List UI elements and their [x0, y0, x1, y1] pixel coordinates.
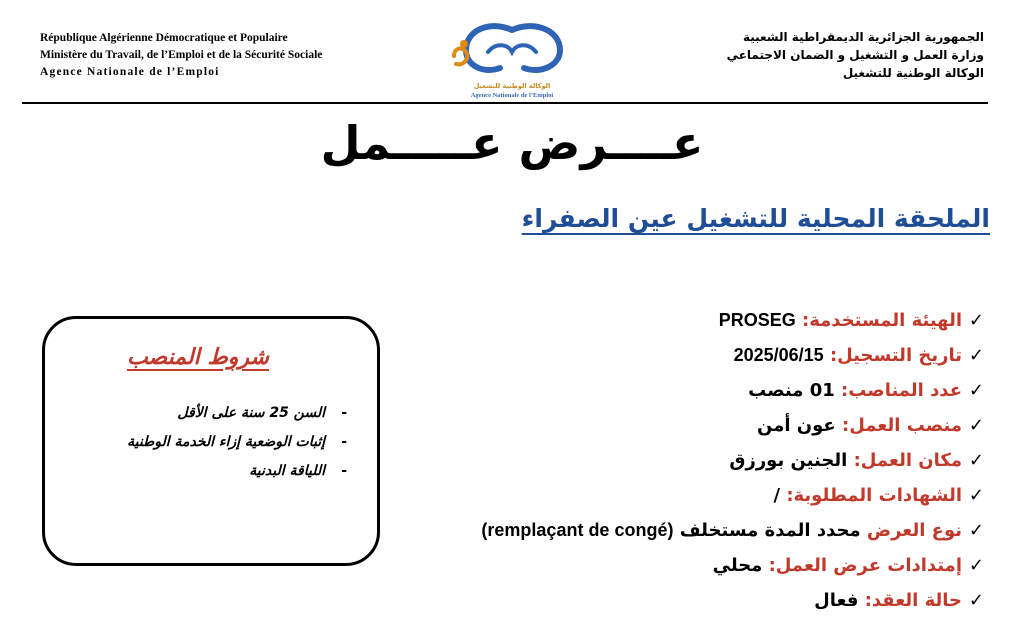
detail-label: عدد المناصب:: [841, 380, 962, 401]
condition-item: -إثبات الوضعية إزاء الخدمة الوطنية: [127, 434, 347, 450]
detail-label: نوع العرض: [866, 520, 962, 541]
check-icon: ✓: [968, 450, 984, 471]
check-icon: ✓: [968, 555, 984, 576]
detail-contract-status: [344, 583, 984, 618]
detail-value: فعال: [814, 590, 859, 611]
header-fr-line-1: République Algérienne Démocratique et Populaire: [40, 32, 288, 44]
header-fr-line-2: Ministère du Travail, de l’Emploi et de la Sécurité Sociale: [40, 49, 323, 61]
conditions-list: [127, 399, 347, 486]
check-icon: ✓: [968, 415, 984, 436]
logo-label-ar: الوكالة الوطنية للتشغيل: [473, 82, 551, 90]
condition-item: -اللياقة البدنية: [249, 463, 347, 479]
detail-value: محدد المدة مستخلف: [679, 520, 861, 541]
detail-label: الشهادات المطلوبة:: [786, 485, 962, 506]
detail-value-fr: (remplaçant de congé): [481, 520, 674, 540]
detail-value: عون أمن: [757, 415, 836, 436]
detail-work-location: [344, 443, 984, 478]
condition-text: إثبات الوضعية إزاء الخدمة الوطنية: [127, 434, 325, 450]
condition-text: اللياقة البدنية: [249, 463, 325, 479]
check-icon: ✓: [968, 590, 984, 611]
agency-subtitle: الملحقة المحلية للتشغيل عين الصفراء: [521, 204, 990, 233]
detail-offer-extension: [344, 548, 984, 583]
detail-registration-date: [344, 338, 984, 373]
job-details-list: [344, 303, 984, 618]
detail-positions-count: [344, 373, 984, 408]
detail-offer-type: [344, 513, 984, 548]
header-ar-line-2: وزارة العمل و التشغيل و الضمان الاجتماعي: [726, 48, 984, 62]
header-ar-line-1: الجمهورية الجزائرية الديمقراطية الشعبية: [742, 30, 984, 44]
detail-label: الهيئة المستخدمة:: [802, 310, 962, 331]
detail-value: PROSEG: [718, 310, 796, 330]
detail-value: 01 منصب: [748, 380, 835, 401]
detail-value: الجنين بورزق: [729, 450, 848, 471]
detail-label: حالة العقد:: [864, 590, 962, 611]
detail-label: مكان العمل:: [853, 450, 962, 471]
logo-label-fr: Agence Nationale de l’Emploi: [470, 92, 554, 99]
header-french: [40, 30, 440, 81]
header-ar-line-3: الوكالة الوطنية للتشغيل: [842, 66, 984, 80]
check-icon: ✓: [968, 345, 984, 366]
check-icon: ✓: [968, 310, 984, 331]
detail-label: تاريخ التسجيل:: [829, 345, 962, 366]
detail-value: محلي: [712, 555, 763, 576]
anem-logo: [446, 22, 578, 102]
detail-label: منصب العمل:: [842, 415, 962, 436]
page-title: عــــرض عـــــمل: [320, 116, 704, 170]
check-icon: ✓: [968, 520, 984, 541]
job-conditions-box: [42, 316, 380, 566]
conditions-title: شروط المنصب: [126, 345, 269, 370]
detail-label: إمتدادات عرض العمل:: [768, 555, 962, 576]
header-fr-line-3: Agence Nationale de l’Emploi: [40, 66, 220, 78]
detail-required-diplomas: [344, 478, 984, 513]
detail-job-position: [344, 408, 984, 443]
check-icon: ✓: [968, 485, 984, 506]
condition-text: السن 25 سنة على الأقل: [177, 405, 325, 421]
condition-item: -السن 25 سنة على الأقل: [177, 405, 347, 421]
header-arabic: [584, 28, 984, 82]
anem-logo-icon: [450, 22, 574, 80]
detail-value: /: [773, 485, 781, 506]
check-icon: ✓: [968, 380, 984, 401]
detail-employer: [344, 303, 984, 338]
detail-value: 2025/06/15: [733, 345, 824, 365]
header-divider: [22, 102, 988, 104]
